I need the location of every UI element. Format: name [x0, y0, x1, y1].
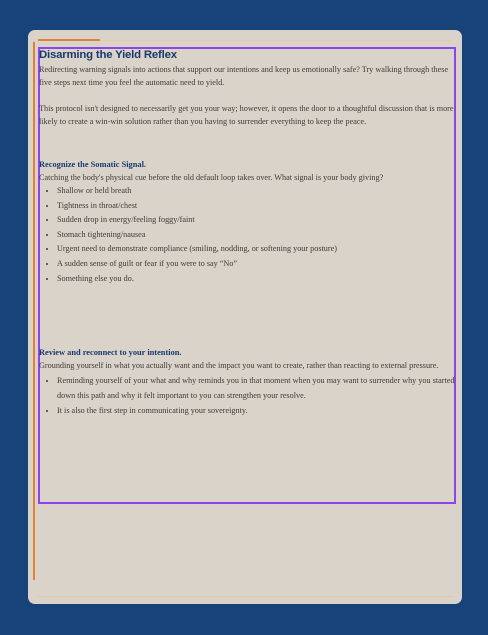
list-item: • Reminding yourself of your what and why reminds you in that moment when you may want to surrender why you started down this path and why it felt important to you can strengthen your resolve.	[57, 374, 455, 404]
intro-paragraph: Redirecting warning signals into actions that support our intentions and keep us emotionally safe? Try walking through these five steps next time you feel the automatic need to yield.	[39, 65, 449, 87]
list-item: • It is also the first step in communicating your sovereignty.	[57, 404, 455, 419]
section2-heading: Review and reconnect to your intention.	[39, 348, 182, 358]
header-divider	[100, 40, 452, 41]
list-item: • Sudden drop in energy/feeling foggy/faint	[57, 213, 455, 228]
footer-divider	[38, 596, 452, 597]
protocol-note-paragraph: This protocol isn't designed to necessarily get you your way; however, it opens the door to a thoughtful discussion that is more likely to create a win-win solution rather than you having to surrender everything to keep the peace.	[39, 104, 454, 126]
list-item: • Shallow or held breath	[57, 184, 455, 199]
list-item: • Urgent need to demonstrate compliance (smiling, nodding, or softening your posture)	[57, 242, 455, 257]
list-item: • A sudden sense of guilt or fear if you were to say “No”	[57, 257, 455, 272]
document-content	[39, 48, 455, 419]
section1-lead: Catching the body's physical cue before the old default loop takes over. What signal is your body giving?	[39, 173, 384, 182]
list-item: • Something else you do.	[57, 272, 455, 287]
list-item: • Stomach tightening/nausea	[57, 228, 455, 243]
list-item: • Tightness in throat/chest	[57, 199, 455, 214]
section1-heading: Recognize the Somatic Signal.	[39, 160, 147, 169]
left-accent-rule	[33, 42, 35, 580]
intention-list	[39, 374, 455, 418]
page-title: Disarming the Yield Reflex	[39, 49, 177, 61]
somatic-signal-list	[39, 184, 455, 286]
header-accent-rule	[38, 39, 100, 41]
section2-lead: Grounding yourself in what you actually want and the impact you want to create, rather than reacting to external pressure.	[39, 361, 439, 371]
